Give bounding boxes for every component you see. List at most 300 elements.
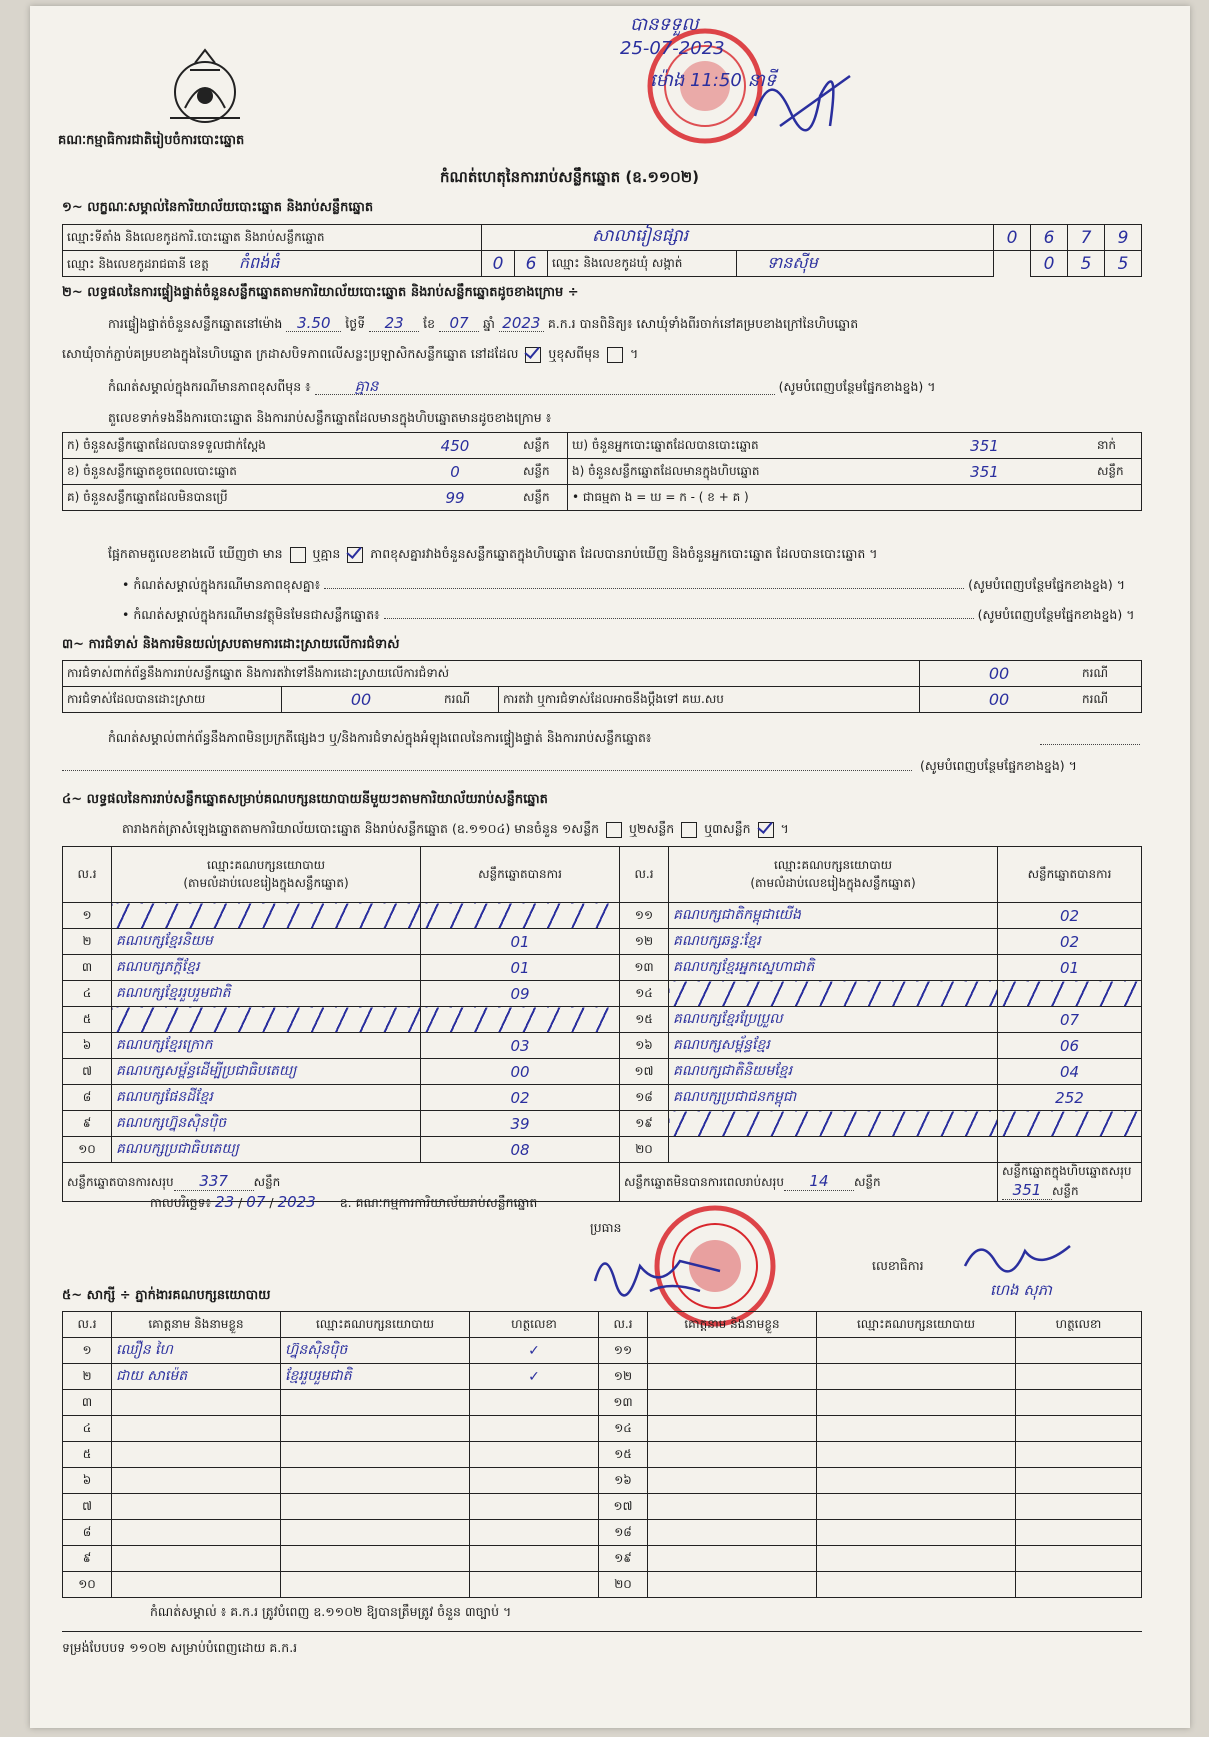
- count-a-unit: សន្លឹក: [519, 433, 568, 459]
- witness-name: ឈឿន ហៃ: [112, 1338, 281, 1364]
- province-code-2: 6: [515, 251, 548, 277]
- witness-name: [112, 1494, 281, 1520]
- counts-table: [62, 432, 1142, 511]
- appeal-label: ការតវ៉ា ឬការជំទាស់ដែលអាចនឹងប្តឹងទៅ គឃ.សប: [499, 687, 920, 713]
- stamp-received-text: បានទទួល: [630, 14, 699, 35]
- wcol-name-left: គោត្តនាម និងនាមខ្លួន: [112, 1312, 281, 1338]
- three-sheets-checkbox[interactable]: [758, 822, 774, 838]
- verification-month: 07: [439, 315, 479, 332]
- discrepancy-text-a: ផ្អែកតាមតួលេខខាងលើ ឃើញថា មាន: [108, 546, 283, 561]
- party-votes: [421, 903, 620, 929]
- col-party-right: [669, 847, 998, 903]
- witness-name: [112, 1416, 281, 1442]
- witness-signature: [1016, 1520, 1142, 1546]
- commune-label: ឈ្មោះ និងលេខកូដឃុំ សង្កាត់: [548, 251, 737, 277]
- col-no-left: ល.រ: [63, 847, 112, 903]
- party-name: គណបក្សប្រជាធិបតេយ្យ: [112, 1137, 421, 1163]
- wcol-name-right: គោត្តនាម និងនាមខ្លួន: [648, 1312, 817, 1338]
- section4-title: ៤~ លទ្ធផលនៃការរាប់សន្លឹកឆ្នោតសម្រាប់គណបក្សនយោបាយនីមួយៗតាមការិយាល័យរាប់សន្លឹកឆ្នោត: [62, 792, 548, 807]
- verification-text-c: ខែ: [423, 316, 436, 331]
- count-d-value: 351: [876, 433, 1093, 459]
- witness-party: [281, 1390, 470, 1416]
- col-party-left-title: ឈ្មោះគណបក្សនយោបាយ: [206, 857, 326, 872]
- verification-text-b: ថ្ងៃទី: [345, 316, 366, 331]
- row-number: ១: [63, 903, 112, 929]
- row-number: ៦: [63, 1468, 112, 1494]
- difference-note: [108, 378, 935, 395]
- irregularity-note: កំណត់សម្គាល់ពាក់ព័ន្ធនឹងភាពមិនប្រក្រតីផ្សេងៗ ឬ/និងការជំទាស់ក្នុងអំឡុងពេលនៃការផ្ទៀងផ្ទាត់ និងការរាប់សន្លឹកឆ្នោត៖: [108, 730, 652, 745]
- wcol-sign-right: ហត្ថលេខា: [1016, 1312, 1142, 1338]
- witness-signature: [1016, 1546, 1142, 1572]
- party-name: [669, 981, 998, 1007]
- secretary-label: លេខាធិការ: [872, 1258, 924, 1273]
- party-name: គណបក្សខ្មែរក្រោក: [112, 1033, 421, 1059]
- table-row: [63, 1364, 1142, 1390]
- row-number: ១៩: [599, 1546, 648, 1572]
- section1-title: ១~ លក្ខណៈសម្គាល់នៃការិយាល័យបោះឆ្នោត និងរាប់សន្លឹកឆ្នោត: [62, 200, 374, 215]
- party-name: [669, 1137, 998, 1163]
- verification-text-d: ឆ្នាំ: [482, 316, 495, 331]
- difference-note-suffix: (សូមបំពេញបន្ថែមផ្នែកខាងខ្នង) ។: [778, 379, 936, 394]
- party-votes: 02: [998, 929, 1142, 955]
- party-votes: 06: [998, 1033, 1142, 1059]
- bullet-difference-label: • កំណត់សម្គាល់ក្នុងករណីមានភាពខុសគ្នា៖: [122, 577, 321, 592]
- wcol-party-right: ឈ្មោះគណបក្សនយោបាយ: [817, 1312, 1016, 1338]
- committee-label: ឧ. គណៈកម្មការការិយាល័យរាប់សន្លឹកឆ្នោត: [339, 1195, 538, 1210]
- witness-signature: [470, 1442, 599, 1468]
- location-code-1: 0: [994, 225, 1031, 251]
- discrepancy-line: [108, 546, 878, 563]
- section1-table: [62, 224, 1142, 277]
- sum-invalid-label: សន្លឹកឆ្នោតមិនបានការពេលរាប់សរុប: [624, 1175, 784, 1189]
- province-label: [63, 251, 482, 277]
- witness-signature: [1016, 1390, 1142, 1416]
- witness-name: [648, 1546, 817, 1572]
- witness-name: [648, 1390, 817, 1416]
- party-votes: 39: [421, 1111, 620, 1137]
- tally-text-b: ឬ២សន្លឹក: [629, 821, 675, 836]
- table-row: [63, 1520, 1142, 1546]
- row-number: ៩: [63, 1111, 112, 1137]
- stamp-date: 25-07-2023: [620, 38, 725, 59]
- row-number: ១៧: [620, 1059, 669, 1085]
- party-name: គណបក្សខ្មែររួបរួមជាតិ: [112, 981, 421, 1007]
- row-number: ១៤: [620, 981, 669, 1007]
- row-number: ៩: [63, 1546, 112, 1572]
- witness-name: [648, 1364, 817, 1390]
- col-votes-right: សន្លឹកឆ្នោតបានការ: [998, 847, 1142, 903]
- table-row: [63, 1338, 1142, 1364]
- witness-signature: [470, 1390, 599, 1416]
- col-votes-left: សន្លឹកឆ្នោតបានការ: [421, 847, 620, 903]
- commune-code-3: 5: [1105, 251, 1142, 277]
- row-number: ១៧: [599, 1494, 648, 1520]
- verification-text-e: គ.ក.រ បានពិនិត្យ៖ សោឃុំទាំងពីរចាក់នៅគម្របខាងក្រៅនៃហិបឆ្នោត: [547, 316, 859, 331]
- witness-name: [648, 1468, 817, 1494]
- appeal-unit: ករណី: [1078, 687, 1142, 713]
- stamp-signature: [750, 56, 860, 140]
- table-row: [63, 1111, 1142, 1137]
- province-code-1: 0: [482, 251, 515, 277]
- witness-party: [817, 1390, 1016, 1416]
- verification-year: 2023: [499, 315, 544, 332]
- resolved-value: 00: [282, 687, 441, 713]
- table-row: [63, 1546, 1142, 1572]
- witness-name: [112, 1390, 281, 1416]
- sum-invalid: [620, 1163, 998, 1202]
- sum-box-unit: សន្លឹក: [1052, 1184, 1079, 1198]
- party-votes: 04: [998, 1059, 1142, 1085]
- row-number: ២: [63, 1364, 112, 1390]
- row-number: ១៣: [620, 955, 669, 981]
- seal-text-b: ឬខុសពីមុន: [548, 346, 600, 361]
- row-number: ១៩: [620, 1111, 669, 1137]
- party-name: គណបក្សសម្ព័ន្ធដើម្បីប្រជាធិបតេយ្យ: [112, 1059, 421, 1085]
- witness-signature: [470, 1520, 599, 1546]
- table-row: [63, 1033, 1142, 1059]
- sum-valid-value: 337: [174, 1172, 254, 1191]
- tally-text-a: តារាងកត់ត្រាសំឡេងឆ្នោតតាមការិយាល័យបោះឆ្នោត និងរាប់សន្លឹកឆ្នោត (ឧ.១១០៤) មានចំនួន ១សន្លឹក: [122, 821, 600, 836]
- location-value: សាលារៀនផ្សារ: [482, 225, 994, 251]
- row-number: ៧: [63, 1494, 112, 1520]
- witness-name: [648, 1338, 817, 1364]
- has-difference-checkbox[interactable]: [290, 547, 306, 563]
- section2-title: ២~ លទ្ធផលនៃការផ្ទៀងផ្ទាត់ចំនួនសន្លឹកឆ្នោតតាមការិយាល័យបោះឆ្នោត និងរាប់សន្លឹកឆ្នោតដូចខាងក្រោម ÷: [62, 285, 579, 300]
- party-votes: [998, 981, 1142, 1007]
- count-b-unit: សន្លឹក: [519, 459, 568, 485]
- witness-name: [112, 1468, 281, 1494]
- discrepancy-text-c: ភាពខុសគ្នារវាងចំនួនសន្លឹកឆ្នោតក្នុងហិបឆ្នោត ដែលបានរាប់ឃើញ និងចំនួនអ្នកបោះឆ្នោត ដែលបានបោះឆ្នោត ។: [370, 546, 878, 561]
- formula-note: • ជាធម្មតា ង = ឃ = ក - ( ខ + គ ): [568, 485, 1142, 511]
- stamp-time: ម៉ោង 11:50 នាទី: [650, 70, 777, 91]
- row-number: ៣: [63, 955, 112, 981]
- verification-line: [108, 315, 858, 332]
- discrepancy-text-b: ឬគ្មាន: [312, 546, 341, 561]
- row-number: ១២: [599, 1364, 648, 1390]
- witness-signature: [470, 1494, 599, 1520]
- date-month: 07: [246, 1193, 266, 1211]
- witness-party: [281, 1468, 470, 1494]
- witness-name: [112, 1520, 281, 1546]
- party-name: [669, 1111, 998, 1137]
- wcol-no-left: ល.រ: [63, 1312, 112, 1338]
- party-votes: 01: [421, 955, 620, 981]
- table-row: [63, 903, 1142, 929]
- chair-label: ប្រធាន: [590, 1220, 622, 1235]
- party-votes: [998, 1137, 1142, 1163]
- secretary-signature: [960, 1231, 1080, 1285]
- witness-party: [817, 1442, 1016, 1468]
- witness-name: [648, 1494, 817, 1520]
- table-row: [63, 1007, 1142, 1033]
- document-sheet: [30, 6, 1190, 1728]
- witness-party: [817, 1520, 1016, 1546]
- wcol-sign-left: ហត្ថលេខា: [470, 1312, 599, 1338]
- witness-name: [648, 1416, 817, 1442]
- count-a-label: ក) ចំនួនសន្លឹកឆ្នោតដែលបានទទួលជាក់ស្តែង: [63, 433, 392, 459]
- witness-party: [817, 1572, 1016, 1598]
- table-row: [63, 1059, 1142, 1085]
- count-e-unit: សន្លឹក: [1093, 459, 1142, 485]
- witness-name: [648, 1520, 817, 1546]
- row-number: ១០: [63, 1137, 112, 1163]
- row-number: ១៥: [620, 1007, 669, 1033]
- witness-signature: [1016, 1442, 1142, 1468]
- witness-party: [817, 1494, 1016, 1520]
- witness-table: [62, 1311, 1142, 1598]
- bullet-foreign-suffix: (សូមបំពេញបន្ថែមផ្នែកខាងខ្នង) ។: [977, 607, 1135, 622]
- count-c-unit: សន្លឹក: [519, 485, 568, 511]
- count-e-value: 351: [876, 459, 1093, 485]
- party-votes: [421, 1007, 620, 1033]
- col-no-right: ល.រ: [620, 847, 669, 903]
- row-number: ១០: [63, 1572, 112, 1598]
- row-number: ២០: [599, 1572, 648, 1598]
- section5-title: ៥~ សាក្សី ÷ ភ្នាក់ងារគណបក្សនយោបាយ: [62, 1288, 271, 1303]
- witness-party: [281, 1442, 470, 1468]
- form-id: ទម្រង់បែបបទ ១១០២ សម្រាប់បំពេញដោយ គ.ក.រ: [62, 1640, 298, 1655]
- row-number: ១១: [620, 903, 669, 929]
- party-name: គណបក្សខ្មែរនិយម: [112, 929, 421, 955]
- witness-signature: [1016, 1364, 1142, 1390]
- location-label: ឈ្មោះទីតាំង និងលេខកូដការិ.បោះឆ្នោត និងរាប់សន្លឹកឆ្នោត: [63, 225, 482, 251]
- seal-text: សោឃុំចាក់ភ្ជាប់គម្របខាងក្នុងនៃហិបឆ្នោត ក្រដាសបិទភាពលើសន្លះប្រឡាសិកសន្លឹកឆ្នោត នៅដដែល: [62, 346, 519, 361]
- party-votes: 00: [421, 1059, 620, 1085]
- witness-signature: [470, 1572, 599, 1598]
- witness-party: [817, 1416, 1016, 1442]
- count-a-value: 450: [391, 433, 519, 459]
- table-row: [63, 1442, 1142, 1468]
- objection-label: ការជំទាស់ពាក់ព័ន្ធនឹងការរាប់សន្លឹកឆ្នោត និងការតវ៉ាទៅនឹងការដោះស្រាយលើការជំទាស់: [63, 661, 920, 687]
- sum-box-label: សន្លឹកឆ្នោតក្នុងហិបឆ្នោតសរុប: [1002, 1164, 1132, 1178]
- party-name: [112, 1007, 421, 1033]
- witness-party: [281, 1546, 470, 1572]
- col-party-right-title: ឈ្មោះគណបក្សនយោបាយ: [773, 857, 893, 872]
- witness-name: [112, 1572, 281, 1598]
- bullet-difference: [122, 577, 1125, 593]
- col-party-left-sub: (តាមលំដាប់លេខរៀងក្នុងសន្លឹកឆ្នោត): [183, 875, 349, 890]
- nec-emblem-icon: [160, 48, 250, 128]
- witness-party: [817, 1468, 1016, 1494]
- witness-name: [112, 1442, 281, 1468]
- page-title: កំណត់ហេតុនៃការរាប់សន្លឹកឆ្នោត (ឧ.១១០២): [440, 168, 700, 186]
- witness-signature: ✓: [470, 1338, 599, 1364]
- witness-party: [817, 1338, 1016, 1364]
- date-day: 23: [215, 1193, 235, 1211]
- section3-table: [62, 660, 1142, 713]
- verification-day: 23: [369, 315, 419, 332]
- witness-party: [281, 1520, 470, 1546]
- row-number: ៥: [63, 1007, 112, 1033]
- figures-intro: តួលេខទាក់ទងនឹងការបោះឆ្នោត និងការរាប់សន្លឹកឆ្នោតដែលមានក្នុងហិបឆ្នោតមានដូចខាងក្រោម ៖: [108, 410, 552, 425]
- row-number: ១៣: [599, 1390, 648, 1416]
- witness-name: [648, 1572, 817, 1598]
- same-checkbox[interactable]: [525, 347, 541, 363]
- chair-signature: [590, 1241, 730, 1305]
- party-name: គណបក្សខ្មែរប្រែប្រួល: [669, 1007, 998, 1033]
- witness-signature: ✓: [470, 1364, 599, 1390]
- count-c-value: 99: [391, 485, 519, 511]
- sum-box: [998, 1163, 1142, 1202]
- party-votes: 02: [421, 1085, 620, 1111]
- party-name: គណបក្សផែនដីខ្មែរ: [112, 1085, 421, 1111]
- one-sheet-checkbox[interactable]: [606, 822, 622, 838]
- different-checkbox[interactable]: [607, 347, 623, 363]
- witness-signature: [470, 1468, 599, 1494]
- party-name: គណបក្សប្រជាជនកម្ពុជា: [669, 1085, 998, 1111]
- secretary-name: ហេង សុភា: [990, 1281, 1052, 1299]
- location-code-4: 9: [1105, 225, 1142, 251]
- appeal-value: 00: [920, 687, 1079, 713]
- row-number: ៦: [63, 1033, 112, 1059]
- row-number: ៨: [63, 1520, 112, 1546]
- row-number: ១១: [599, 1338, 648, 1364]
- commune-code-1: 0: [1031, 251, 1068, 277]
- witness-signature: [1016, 1494, 1142, 1520]
- seal-line: សោឃុំចាក់ភ្ជាប់គម្របខាងក្នុងនៃហិបឆ្នោត ក្រដាសបិទភាពលើសន្លះប្រឡាសិកសន្លឹកឆ្នោត នៅដដែល ឬខុសពីមុន ។: [62, 346, 639, 361]
- sum-invalid-value: 14: [784, 1172, 854, 1191]
- date-line: កាលបរិច្ឆេទ៖ 23 / 07 / 2023 ឧ. គណៈកម្មការការិយាល័យរាប់សន្លឹកឆ្នោត: [150, 1193, 538, 1211]
- witness-signature: [470, 1546, 599, 1572]
- witness-party: [817, 1546, 1016, 1572]
- irregularity-suffix: (សូមបំពេញបន្ថែមផ្នែកខាងខ្នង) ។: [920, 758, 1077, 773]
- count-d-label: ឃ) ចំនួនអ្នកបោះឆ្នោតដែលបានបោះឆ្នោត: [568, 433, 877, 459]
- commune-value: ទានស៊ីម: [737, 251, 994, 277]
- bullet-foreign-label: • កំណត់សម្គាល់ក្នុងករណីមានវត្ថុមិនមែនជាសន្លឹកឆ្នោត៖: [122, 607, 380, 622]
- witness-signature: [470, 1416, 599, 1442]
- sum-invalid-unit: សន្លឹក: [853, 1175, 881, 1189]
- witness-name: [112, 1546, 281, 1572]
- party-name: គណបក្សភក្ដីខ្មែរ: [112, 955, 421, 981]
- party-votes: 09: [421, 981, 620, 1007]
- table-row: [63, 981, 1142, 1007]
- party-votes: 08: [421, 1137, 620, 1163]
- party-name: គណបក្សហ្វ៊ុនស៊ិនប៉ិច: [112, 1111, 421, 1137]
- table-row: [63, 1390, 1142, 1416]
- witness-signature: [1016, 1416, 1142, 1442]
- province-value: កំពង់ធំ: [238, 252, 280, 272]
- row-number: ១៨: [599, 1520, 648, 1546]
- table-row: [63, 1468, 1142, 1494]
- row-number: ១៦: [599, 1468, 648, 1494]
- bullet-difference-suffix: (សូមបំពេញបន្ថែមផ្នែកខាងខ្នង) ។: [968, 577, 1125, 592]
- witness-signature: [1016, 1338, 1142, 1364]
- count-d-unit: នាក់: [1093, 433, 1142, 459]
- objection-unit: ករណី: [1078, 661, 1142, 687]
- sum-valid-unit: សន្លឹក: [253, 1175, 281, 1189]
- location-code-3: 7: [1068, 225, 1105, 251]
- row-number: ៨: [63, 1085, 112, 1111]
- row-number: ១៥: [599, 1442, 648, 1468]
- witness-party: ហ្វ៊ុនស៊ិនប៉ិច: [281, 1338, 470, 1364]
- party-votes: 07: [998, 1007, 1142, 1033]
- party-votes: 01: [421, 929, 620, 955]
- row-number: ១៤: [599, 1416, 648, 1442]
- row-number: ៤: [63, 1416, 112, 1442]
- row-number: ៣: [63, 1390, 112, 1416]
- tally-sheets-line: តារាងកត់ត្រាសំឡេងឆ្នោតតាមការិយាល័យបោះឆ្នោត និងរាប់សន្លឹកឆ្នោត (ឧ.១១០៤) មានចំនួន ១សន្លឹក ឬ២សន្លឹក ឬ៣សន្លឹក ។: [122, 821, 789, 836]
- party-votes: 252: [998, 1085, 1142, 1111]
- row-number: ១៨: [620, 1085, 669, 1111]
- col-party-right-sub: (តាមលំដាប់លេខរៀងក្នុងសន្លឹកឆ្នោត): [750, 875, 916, 890]
- results-table: [62, 846, 1142, 1202]
- commune-code-2: 5: [1068, 251, 1105, 277]
- col-party-left: [112, 847, 421, 903]
- party-name: គណបក្សខ្មែរអ្នកស្នេហាជាតិ: [669, 955, 998, 981]
- verification-time: 3.50: [286, 315, 341, 332]
- party-name: [112, 903, 421, 929]
- party-votes: 01: [998, 955, 1142, 981]
- province-label-text: ឈ្មោះ និងលេខកូដរាជធានី ខេត្ត: [67, 256, 209, 271]
- date-label: កាលបរិច្ឆេទ៖: [150, 1195, 212, 1210]
- table-row: [63, 1416, 1142, 1442]
- count-b-label: ខ) ចំនួនសន្លឹកឆ្នោតខូចពេលបោះឆ្នោត: [63, 459, 392, 485]
- witness-signature: [1016, 1468, 1142, 1494]
- location-code-2: 6: [1031, 225, 1068, 251]
- resolved-unit: ករណី: [440, 687, 499, 713]
- count-b-value: 0: [391, 459, 519, 485]
- section3-title: ៣~ ការជំទាស់ និងការមិនយល់ស្របតាមការដោះស្រាយលើការជំទាស់: [62, 637, 400, 652]
- party-name: គណបក្សសម្ព័ន្ធខ្មែរ: [669, 1033, 998, 1059]
- witness-party: [281, 1572, 470, 1598]
- witness-party: [281, 1494, 470, 1520]
- row-number: ៧: [63, 1059, 112, 1085]
- witness-signature: [1016, 1572, 1142, 1598]
- party-name: គណបក្សជាតិនិយមខ្មែរ: [669, 1059, 998, 1085]
- row-number: ៤: [63, 981, 112, 1007]
- row-number: ១: [63, 1338, 112, 1364]
- witness-party: [281, 1416, 470, 1442]
- wcol-party-left: ឈ្មោះគណបក្សនយោបាយ: [281, 1312, 470, 1338]
- two-sheets-checkbox[interactable]: [681, 822, 697, 838]
- table-row: [63, 929, 1142, 955]
- row-number: ៥: [63, 1442, 112, 1468]
- witness-party: ខ្មែររួបរួមជាតិ: [281, 1364, 470, 1390]
- count-e-label: ង) ចំនួនសន្លឹកឆ្នោតដែលមានក្នុងហិបឆ្នោត: [568, 459, 877, 485]
- table-row: [63, 1494, 1142, 1520]
- bullet-foreign-object: [122, 607, 1134, 623]
- wcol-no-right: ល.រ: [599, 1312, 648, 1338]
- table-row: [63, 955, 1142, 981]
- table-row: [63, 1572, 1142, 1598]
- org-name: គណៈកម្មាធិការជាតិរៀបចំការបោះឆ្នោត: [58, 133, 245, 148]
- party-votes: 02: [998, 903, 1142, 929]
- party-votes: 03: [421, 1033, 620, 1059]
- tally-text-c: ឬ៣សន្លឹក: [704, 821, 751, 836]
- table-row: [63, 1085, 1142, 1111]
- row-number: ២: [63, 929, 112, 955]
- party-name: គណបក្សឆន្ទៈខ្មែរ: [669, 929, 998, 955]
- witness-name: ជាយ សាម៉េត: [112, 1364, 281, 1390]
- count-c-label: គ) ចំនួនសន្លឹកឆ្នោតដែលមិនបានប្រើ: [63, 485, 392, 511]
- no-difference-checkbox[interactable]: [347, 547, 363, 563]
- witness-name: [648, 1442, 817, 1468]
- sum-box-value: 351: [1002, 1181, 1052, 1200]
- sum-valid-label: សន្លឹកឆ្នោតបានការសរុប: [67, 1175, 174, 1189]
- footer-note: កំណត់សម្គាល់ ៖ គ.ក.រ ត្រូវបំពេញ ឧ.១១០២ ឱ្យបានត្រឹមត្រូវ ចំនួន ៣ច្បាប់ ។: [150, 1604, 512, 1619]
- difference-note-value: គ្មាន: [315, 378, 775, 395]
- verification-text-a: ការផ្ទៀងផ្ទាត់ចំនួនសន្លឹកឆ្នោតនៅម៉ោង: [108, 316, 283, 331]
- objection-value: 00: [920, 661, 1079, 687]
- row-number: ១៦: [620, 1033, 669, 1059]
- party-votes: [998, 1111, 1142, 1137]
- difference-note-label: កំណត់សម្គាល់ក្នុងករណីមានភាពខុសពីមុន ៖: [108, 379, 311, 394]
- table-row: [63, 1137, 1142, 1163]
- witness-party: [817, 1364, 1016, 1390]
- party-name: គណបក្សជាតិកម្ពុជាយើង: [669, 903, 998, 929]
- resolved-label: ការជំទាស់ដែលបានដោះស្រាយ: [63, 687, 282, 713]
- date-year: 2023: [277, 1193, 316, 1211]
